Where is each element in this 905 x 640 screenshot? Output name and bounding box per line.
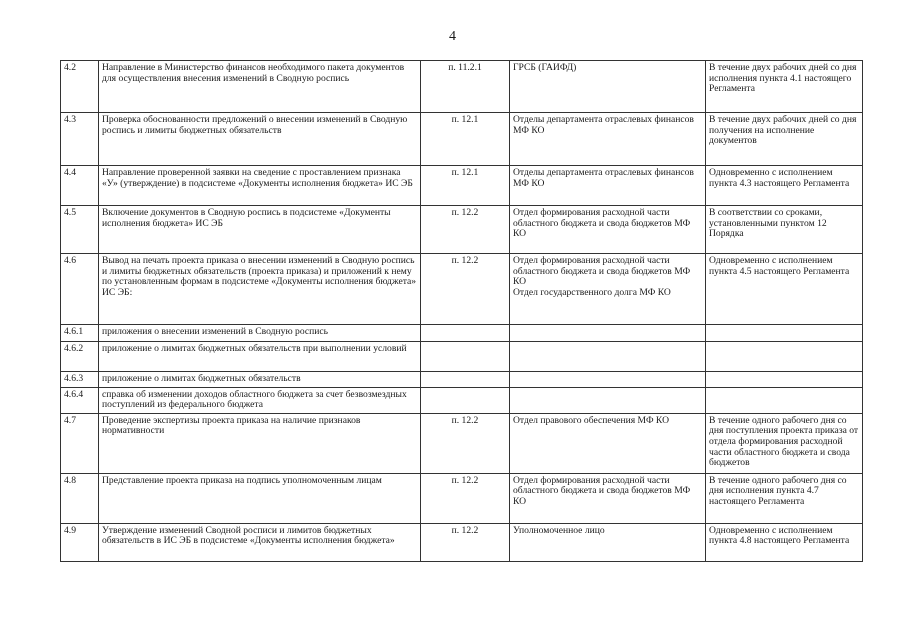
action-description: Проверка обоснованности предложений о внесении изменений в Сводную роспись и лимиты бюджетных обязательств	[102, 114, 408, 136]
rule-reference-cell	[421, 342, 510, 372]
deadline-term-cell	[706, 342, 863, 372]
deadline-term: В течение двух рабочих дней со дня исполнения пункта 4.1 настоящего Регламента	[709, 62, 857, 95]
deadline-term: В течение одного рабочего дня со дня поступления проекта приказа от отдела формирования расходной части областного бюджета и свода бюджетов	[709, 414, 859, 469]
responsible-executor-cell	[510, 254, 706, 325]
action-description: Представление проекта приказа на подпись уполномоченным лицам	[102, 474, 382, 486]
deadline-term: В соответствии со сроками, установленными пунктом 12 Порядка	[709, 207, 827, 240]
responsible-executor-cell	[510, 473, 706, 523]
action-description-cell	[99, 166, 421, 206]
deadline-term-cell	[706, 61, 863, 113]
deadline-term: Одновременно с исполнением пункта 4.3 настоящего Регламента	[709, 167, 850, 189]
responsible-executor-cell	[510, 113, 706, 166]
table-row	[61, 61, 863, 113]
responsible-executor-cell	[510, 342, 706, 372]
item-number: 4.6.2	[64, 343, 84, 354]
item-number: 4.4	[64, 167, 76, 178]
action-description-cell	[99, 206, 421, 254]
table-row	[61, 372, 863, 388]
rule-reference-cell	[421, 61, 510, 113]
action-description: Вывод на печать проекта приказа о внесении изменений в Сводную роспись и лимиты бюджетных обязательств (проекта приказа) и приложений к нему по установленным формам в подсистеме «Документы исполнения бюджета» ИС ЭБ:	[102, 255, 417, 298]
deadline-term-cell	[706, 166, 863, 206]
responsible-executor: ГРСБ (ГАИФД)	[513, 62, 577, 73]
responsible-executor: Отделы департамента отраслевых финансов МФ КО	[513, 114, 694, 136]
item-number-cell	[61, 325, 99, 342]
responsible-executor-cell	[510, 61, 706, 113]
item-number: 4.6.3	[64, 373, 84, 384]
rule-reference-cell	[421, 473, 510, 523]
item-number: 4.6.4	[64, 388, 84, 400]
responsible-executor: Отдел государственного долга МФ КО	[513, 286, 671, 298]
table-row	[61, 473, 863, 523]
action-description-cell	[99, 61, 421, 113]
item-number: 4.5	[64, 207, 76, 218]
rule-reference: п. 12.1	[451, 167, 479, 178]
responsible-executor: Отделы департамента отраслевых финансов МФ КО	[513, 167, 694, 189]
item-number-cell	[61, 523, 99, 561]
responsible-executor: Отдел формирования расходной части областного бюджета и свода бюджетов МФ КО	[513, 255, 691, 288]
action-description: Включение документов в Сводную роспись в подсистеме «Документы исполнения бюджета» ИС ЭБ	[102, 207, 391, 229]
action-description-cell	[99, 254, 421, 325]
deadline-term: Одновременно с исполнением пункта 4.5 настоящего Регламента	[709, 255, 850, 277]
regulation-table-body	[61, 61, 863, 562]
table-row	[61, 206, 863, 254]
item-number-cell	[61, 387, 99, 413]
rule-reference: п. 12.2	[451, 255, 479, 266]
responsible-executor: Отдел формирования расходной части областного бюджета и свода бюджетов МФ КО	[513, 207, 691, 240]
deadline-term: Одновременно с исполнением пункта 4.8 настоящего Регламента	[709, 524, 850, 547]
responsible-executor-cell	[510, 166, 706, 206]
item-number: 4.8	[64, 474, 76, 486]
action-description: приложение о лимитах бюджетных обязательств	[102, 373, 301, 384]
action-description-cell	[99, 523, 421, 561]
action-description-cell	[99, 325, 421, 342]
table-row	[61, 413, 863, 473]
item-number-cell	[61, 413, 99, 473]
item-number-cell	[61, 342, 99, 372]
rule-reference-cell	[421, 113, 510, 166]
item-number-cell	[61, 254, 99, 325]
action-description: Утверждение изменений Сводной росписи и лимитов бюджетных обязательств в ИС ЭБ в подсистеме «Документы исполнения бюджета»	[102, 524, 395, 547]
deadline-term: В течение одного рабочего дня со дня исполнения пункта 4.7 настоящего Регламента	[709, 474, 847, 507]
rule-reference: п. 12.2	[451, 474, 479, 486]
rule-reference-cell	[421, 254, 510, 325]
item-number: 4.2	[64, 62, 76, 73]
rule-reference: п. 12.1	[451, 114, 479, 125]
action-description: приложения о внесении изменений в Сводную роспись	[102, 326, 329, 337]
deadline-term-cell	[706, 254, 863, 325]
table-row	[61, 166, 863, 206]
item-number: 4.3	[64, 114, 76, 125]
action-description: Проведение экспертизы проекта приказа на наличие признаков нормативности	[102, 414, 361, 437]
action-description: приложение о лимитах бюджетных обязательств при выполнении условий	[102, 343, 407, 354]
responsible-executor: Уполномоченное лицо	[513, 524, 605, 536]
item-number: 4.7	[64, 414, 76, 426]
rule-reference-cell	[421, 166, 510, 206]
action-description: Направление проверенной заявки на сведение с проставлением признака «У» (утверждение) в подсистеме «Документы исполнения бюджета» ИС ЭБ	[102, 167, 413, 189]
deadline-term-cell	[706, 523, 863, 561]
responsible-executor-cell	[510, 523, 706, 561]
action-description-cell	[99, 473, 421, 523]
item-number: 4.6	[64, 255, 76, 266]
item-number-cell	[61, 61, 99, 113]
rule-reference-cell	[421, 206, 510, 254]
action-description-cell	[99, 342, 421, 372]
responsible-executor-cell	[510, 372, 706, 388]
item-number-cell	[61, 166, 99, 206]
action-description-cell	[99, 387, 421, 413]
item-number-cell	[61, 206, 99, 254]
rule-reference: п. 11.2.1	[448, 62, 482, 73]
action-description-cell	[99, 372, 421, 388]
regulation-table	[60, 60, 863, 562]
rule-reference-cell	[421, 325, 510, 342]
responsible-executor-cell	[510, 387, 706, 413]
table-row	[61, 387, 863, 413]
deadline-term-cell	[706, 372, 863, 388]
rule-reference-cell	[421, 413, 510, 473]
table-row	[61, 342, 863, 372]
responsible-executor: Отдел правового обеспечения МФ КО	[513, 414, 670, 426]
deadline-term: В течение двух рабочих дней со дня получения на исполнение документов	[709, 114, 857, 147]
action-description: Направление в Министерство финансов необходимого пакета документов для осуществления внесения изменений в Сводную роспись	[102, 62, 405, 84]
rule-reference-cell	[421, 523, 510, 561]
rule-reference: п. 12.2	[451, 524, 479, 536]
deadline-term-cell	[706, 206, 863, 254]
deadline-term-cell	[706, 413, 863, 473]
table-row	[61, 254, 863, 325]
table-row	[61, 523, 863, 561]
responsible-executor-cell	[510, 413, 706, 473]
responsible-executor: Отдел формирования расходной части областного бюджета и свода бюджетов МФ КО	[513, 474, 691, 507]
rule-reference: п. 12.2	[451, 414, 479, 426]
page-number: 4	[449, 29, 456, 44]
deadline-term-cell	[706, 473, 863, 523]
deadline-term-cell	[706, 113, 863, 166]
rule-reference: п. 12.2	[451, 207, 479, 218]
deadline-term-cell	[706, 387, 863, 413]
responsible-executor-cell	[510, 325, 706, 342]
item-number-cell	[61, 473, 99, 523]
action-description-cell	[99, 113, 421, 166]
item-number: 4.6.1	[64, 326, 84, 337]
rule-reference-cell	[421, 372, 510, 388]
table-row	[61, 113, 863, 166]
table-row	[61, 325, 863, 342]
action-description-cell	[99, 413, 421, 473]
responsible-executor-cell	[510, 206, 706, 254]
item-number: 4.9	[64, 524, 76, 536]
action-description: справка об изменении доходов областного бюджета за счет безвозмездных поступлений из федерального бюджета	[102, 388, 407, 411]
item-number-cell	[61, 372, 99, 388]
item-number-cell	[61, 113, 99, 166]
deadline-term-cell	[706, 325, 863, 342]
rule-reference-cell	[421, 387, 510, 413]
